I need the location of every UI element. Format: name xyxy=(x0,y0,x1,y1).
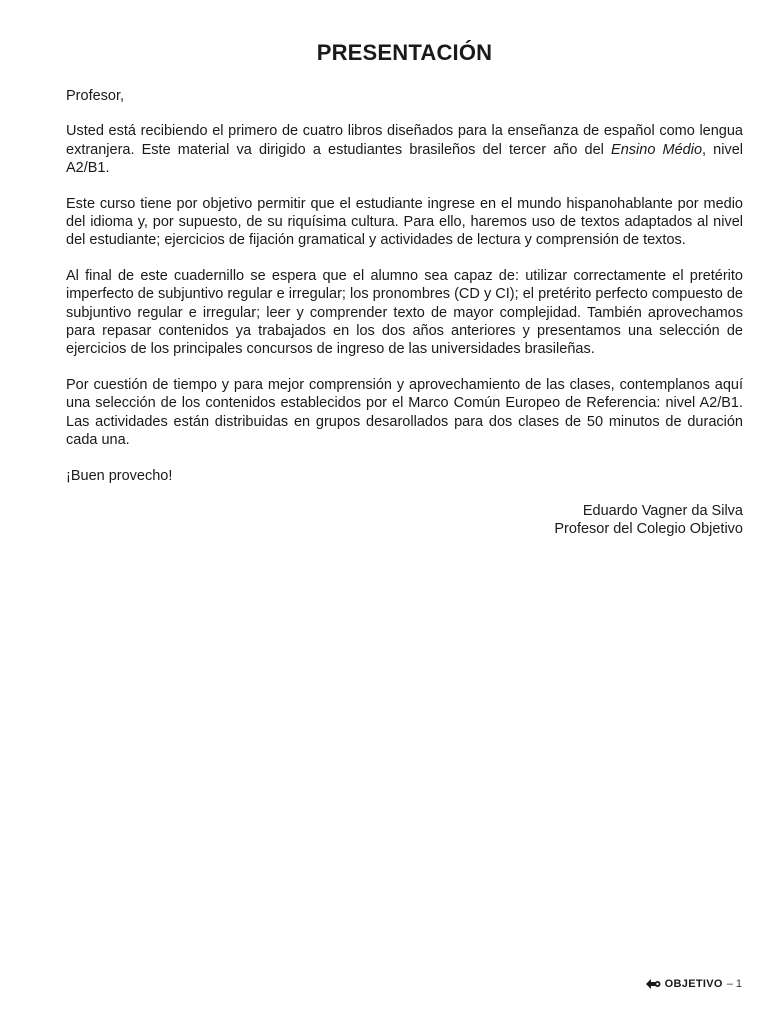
page-footer xyxy=(645,978,742,990)
signature-role: Profesor del Colegio Objetivo xyxy=(554,521,743,538)
objetivo-logo-icon xyxy=(645,978,661,990)
paragraph-contents: Al final de este cuadernillo se espera que el alumno sea capaz de: utilizar correctamente el pretérito imperfecto de subjuntivo regular e irregular; los pronombres (CD y CI); el pretérito perfecto compuesto de subjuntivo regular e irregular; leer y comprender texto de mayor complejidad. También aprovechamos para repasar contenidos ya trabajados en los dos años anteriores y presentamos una selección de ejercicios de los principales concursos de ingreso de las universidades brasileñas. xyxy=(66,267,743,358)
salutation: Profesor, xyxy=(66,88,125,104)
paragraph-objectives: Este curso tiene por objetivo permitir que el estudiante ingrese en el mundo hispanohablante por medio del idioma y, por supuesto, de su riquísima cultura. Para ello, haremos uso de textos adaptados al nivel del estudiante; ejercicios de fijación gramatical y actividades de lectura y comprensión de textos. xyxy=(66,195,743,249)
closing-line: ¡Buen provecho! xyxy=(66,467,173,484)
paragraph-intro-end: , nivel A2/B1. xyxy=(66,141,743,177)
page-title: PRESENTACIÓN xyxy=(316,40,493,65)
paragraph-intro-text: Usted está recibiendo el primero de cuatro libros diseñados para la enseñanza de español como lengua extranjera. Este material va dirigido a estudiantes brasileños del tercer año del xyxy=(66,123,743,158)
paragraph-intro xyxy=(66,122,743,177)
page-number: – 1 xyxy=(726,978,742,990)
document-page xyxy=(66,40,743,539)
paragraph-schedule: Por cuestión de tiempo y para mejor comprensión y aprovechamiento de las clases, contemplanos aquí una selección de los contenidos establecidos por el Marco Común Europeo de Referencia: nivel A2/B1. Las actividades están distribuidas en grupos desarollados para dos clases de 50 minutos de duración cada una. xyxy=(66,376,743,449)
paragraph-intro-italic: Ensino Médio xyxy=(611,141,703,158)
signature-name: Eduardo Vagner da Silva xyxy=(582,502,743,519)
signature-block xyxy=(66,502,743,539)
footer-logo-text: OBJETIVO xyxy=(664,978,723,990)
